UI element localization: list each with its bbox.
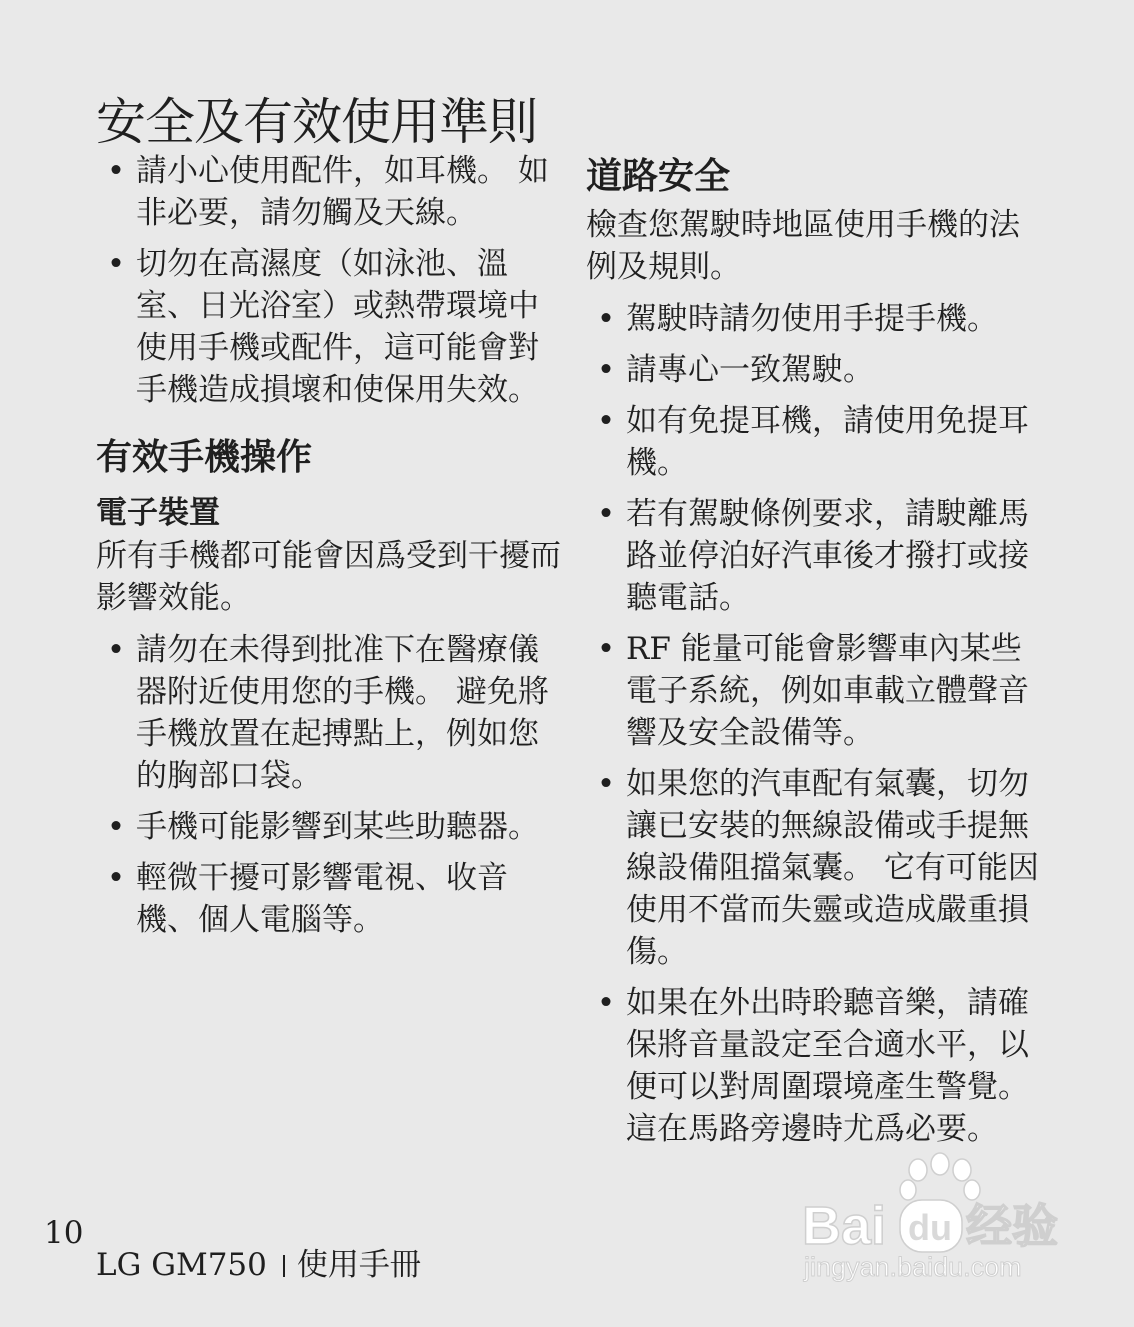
bullet-dot: • [106,153,126,189]
footer-product: LG GM750 [96,1247,267,1283]
list-item: • 駕駛時請勿使用手提手機。 [586,298,1046,340]
footer-separator [283,1255,285,1277]
road-safety-paragraph: 檢查您駕駛時地區使用手機的法例及規則。 [586,207,1020,285]
bullet-dot: • [596,301,616,337]
bullet-dot: • [596,403,616,439]
list-item: • 手機可能影響到某些助聽器。 [96,806,566,848]
section-heading-efficient-operation: 有效手機操作 [96,437,313,478]
bullet-dot: • [106,809,126,845]
watermark-logo-mid: du [908,1207,952,1248]
subheading-electronic-devices: 電子裝置 [96,495,220,531]
bullet-dot: • [106,246,126,282]
bullet-dot: • [596,631,616,667]
watermark-url: jingyan.baidu.com [804,1252,1022,1282]
list-item: • 如有免提耳機，請使用免提耳機。 [586,400,1046,484]
bullet-dot: • [106,860,126,896]
list-item: • RF 能量可能會影響車內某些電子系統，例如車載立體聲音響及安全設備等。 [586,628,1046,754]
section-heading-road-safety: 道路安全 [586,156,731,197]
list-item: • 請勿在未得到批准下在醫療儀器附近使用您的手機。 避免將手機放置在起搏點上，例如您的胸部口袋。 [96,629,566,797]
left-intro-bullets [96,150,566,411]
footer [96,1245,421,1285]
watermark-logo-right: 经验 [966,1199,1058,1253]
list-item: • 如果您的汽車配有氣囊，切勿讓已安裝的無線設備或手提無線設備阻擋氣囊。 它有可能因使用不當而失靈或造成嚴重損傷。 [586,763,1046,973]
list-item: • 輕微干擾可影響電視、收音機、個人電腦等。 [96,857,566,941]
paw-icon [900,1153,980,1200]
left-column [96,150,566,950]
bullet-dot: • [596,496,616,532]
road-safety-bullets [586,298,1046,1150]
list-item: • 請小心使用配件，如耳機。 如非必要，請勿觸及天線。 [96,150,566,234]
baidu-jingyan-watermark [800,1152,1080,1292]
electronic-devices-paragraph: 所有手機都可能會因爲受到干擾而影響效能。 [96,538,561,616]
bullet-dot: • [106,632,126,668]
bullet-dot: • [596,352,616,388]
right-column [586,150,1046,1159]
bullet-dot: • [596,766,616,802]
footer-manual: 使用手冊 [296,1247,421,1283]
list-item: • 如果在外出時聆聽音樂，請確保將音量設定至合適水平，以便可以對周圍環境產生警覺。這在馬路旁邊時尤爲必要。 [586,982,1046,1150]
list-item: • 切勿在高濕度（如泳池、溫室、日光浴室）或熱帶環境中使用手機或配件，這可能會對手機造成損壞和使保用失效。 [96,243,566,411]
electronic-devices-bullets [96,629,566,941]
list-item: • 若有駕駛條例要求，請駛離馬路並停泊好汽車後才撥打或接聽電話。 [586,493,1046,619]
bullet-dot: • [596,985,616,1021]
list-item: • 請專心一致駕駛。 [586,349,1046,391]
page-number: 10 [44,1215,84,1251]
watermark-logo-left: Bai [802,1196,887,1256]
page-title: 安全及有效使用準則 [96,92,537,151]
